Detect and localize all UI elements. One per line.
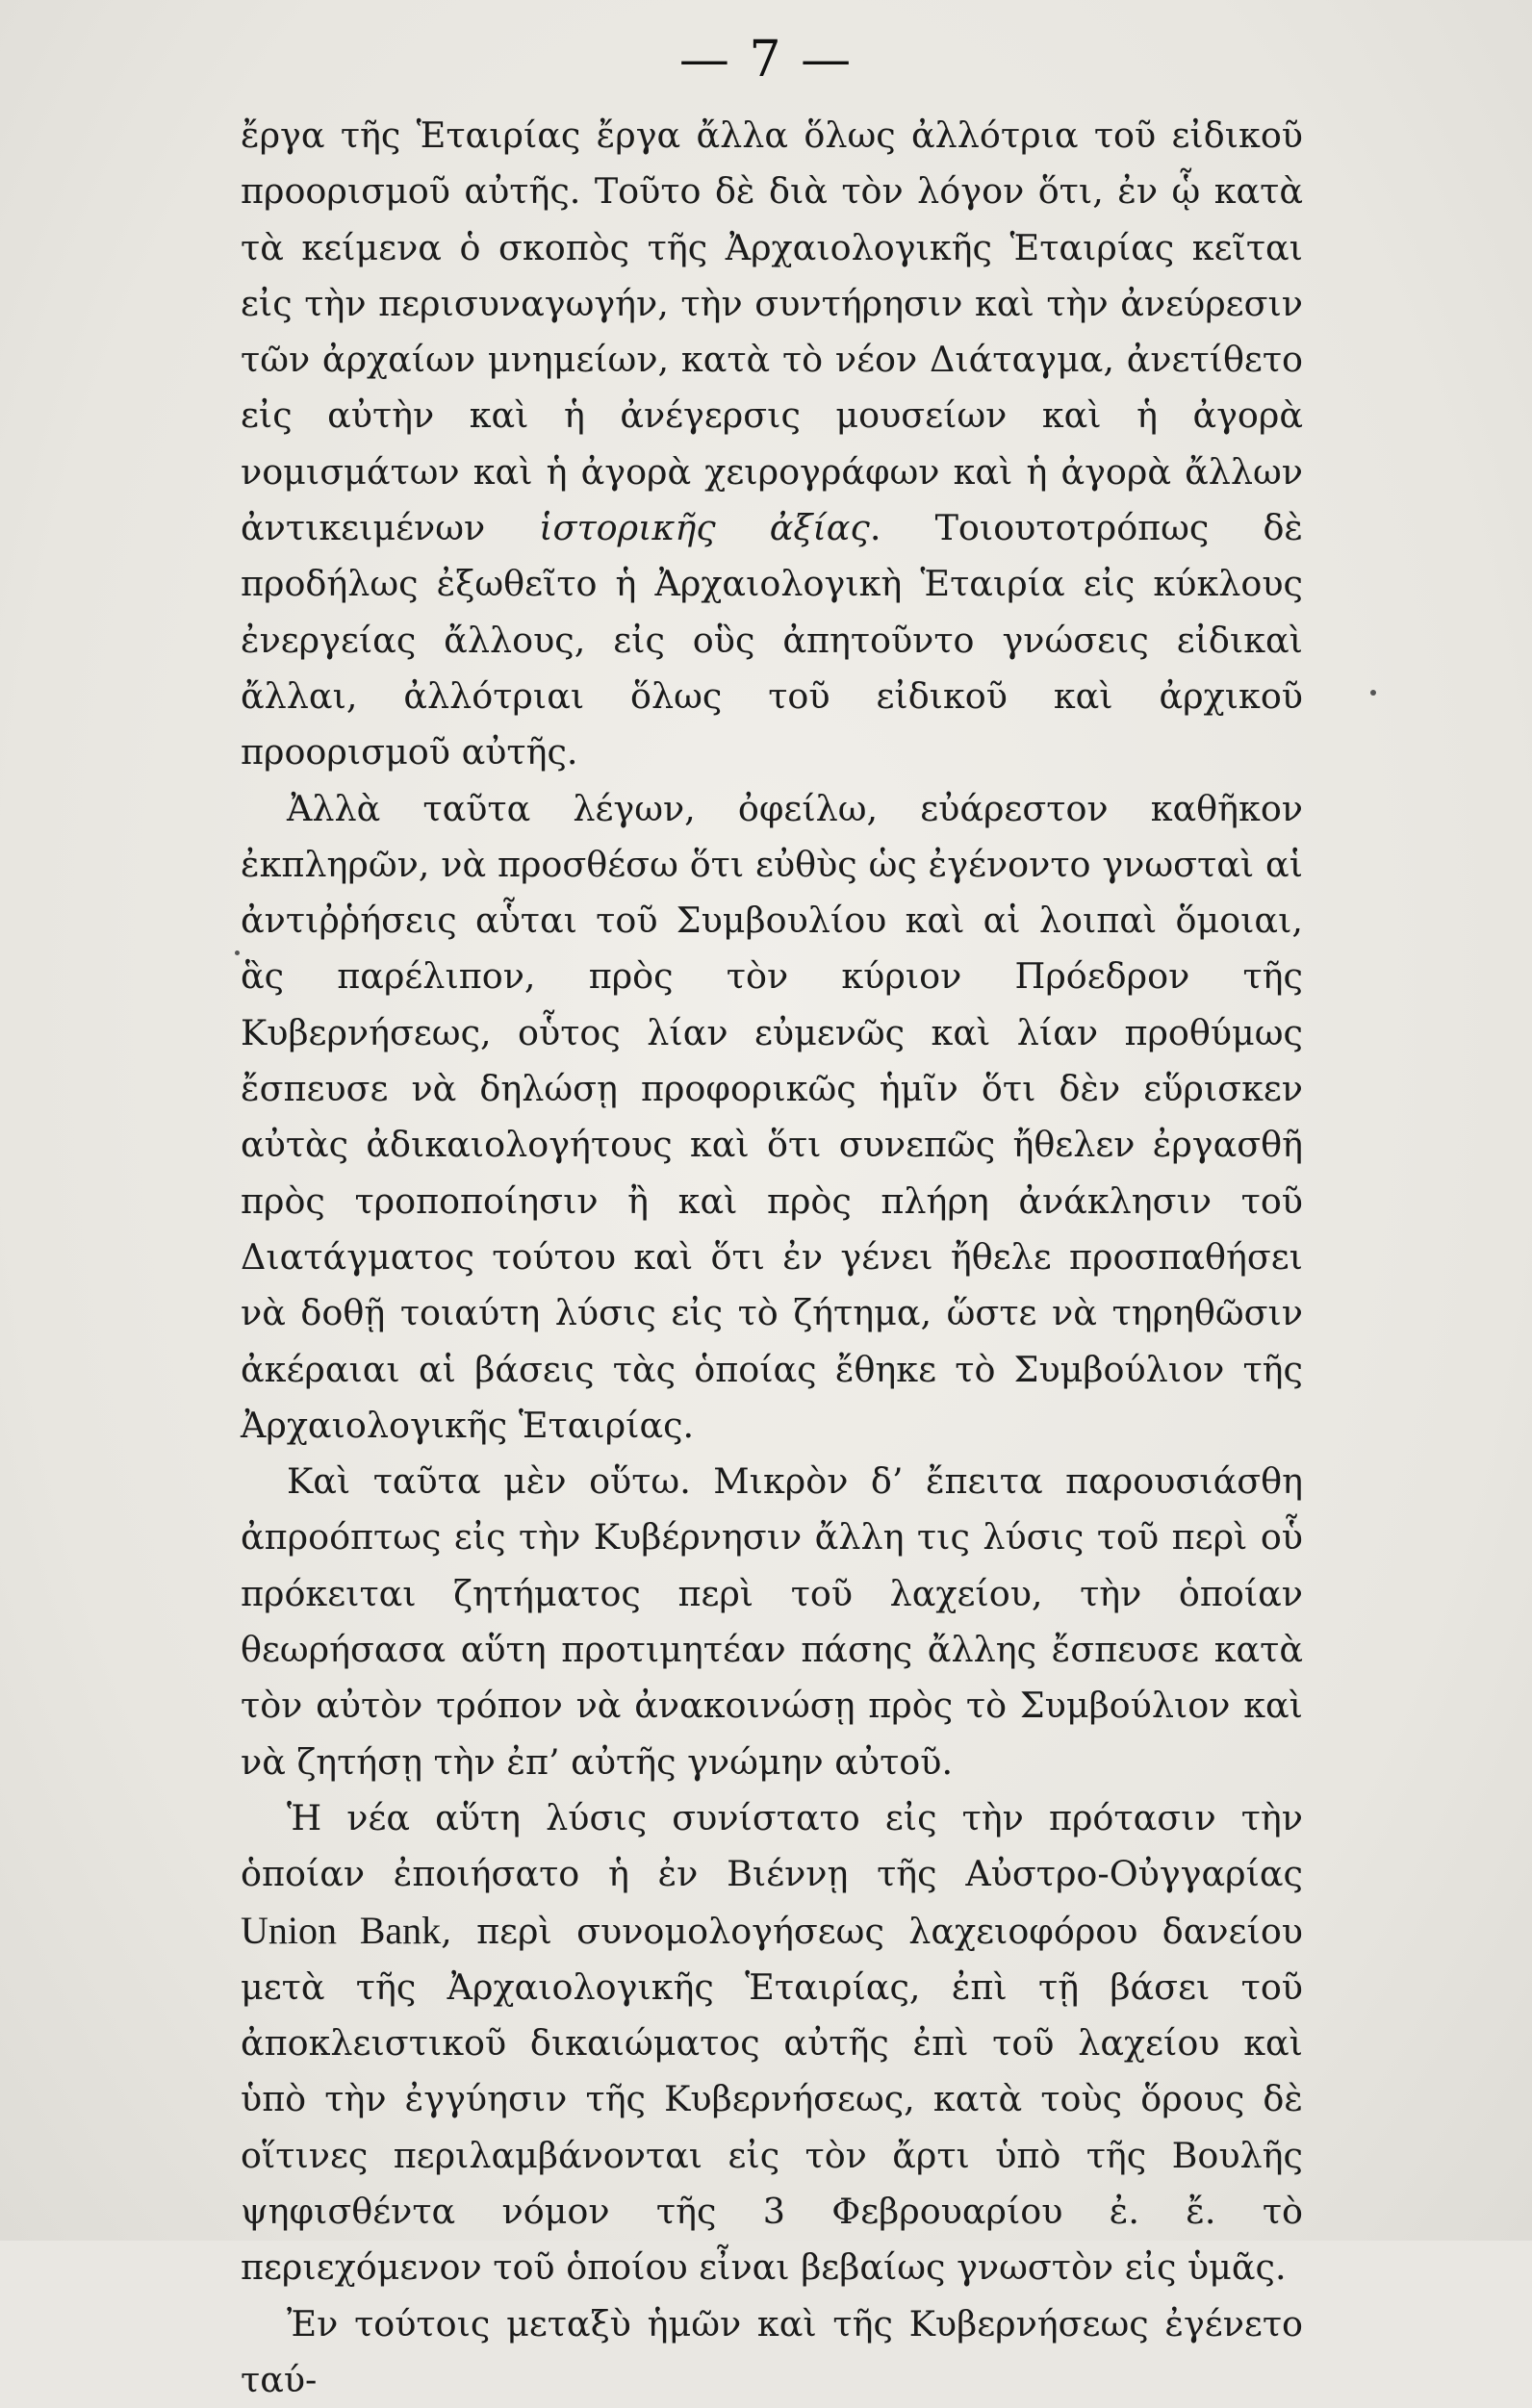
paragraph [241, 1454, 1303, 1790]
text-run: ἔργα τῆς Ἑταιρίας ἔργα ἄλλα ὅλως ἀλλότρια τοῦ εἰδικοῦ προορισμοῦ αὐτῆς. Τοῦτο δὲ διὰ τὸν λόγον ὅτι, ἐν ᾧ κατὰ τὰ κείμενα ὁ σκοπὸς τῆς Ἀρχαιολογικῆς Ἑταιρίας κεῖται εἰς τὴν περισυναγωγήν, τὴν συντήρησιν καὶ τὴν ἀνεύρεσιν τῶν ἀρχαίων μνημείων, κατὰ τὸ νέον Διάταγμα, ἀνετίθετο εἰς αὐτὴν καὶ ἡ ἀνέγερσις μουσείων καὶ ἡ ἀγορὰ νομισμάτων καὶ ἡ ἀγορὰ χειρογράφων καὶ ἡ ἀγορὰ ἄλλων ἀντικειμένων [241, 114, 1303, 549]
paragraph [241, 108, 1303, 781]
paragraph [241, 1790, 1303, 2296]
text-run: Καὶ ταῦτα μὲν οὕτω. Μικρὸν δ’ ἔπειτα παρουσιάσθη ἀπροόπτως εἰς τὴν Κυβέρνησιν ἄλλη τις λύσις τοῦ περὶ οὗ πρόκειται ζητήματος περὶ τοῦ λαχείου, τὴν ὁποίαν θεωρήσασα αὕτη προτιμητέαν πάσης ἄλλης ἔσπευσε κατὰ τὸν αὐτὸν τρόπον νὰ ἀνακοινώσῃ πρὸς τὸ Συμβούλιον καὶ νὰ ζητήσῃ τὴν ἐπ’ αὐτῆς γνώμην αὐτοῦ. [241, 1460, 1303, 1783]
page-number: — 7 — [678, 31, 854, 89]
text-run: , περὶ συνομολογήσεως λαχειοφόρου δανείου μετὰ τῆς Ἀρχαιολογικῆς Ἑταιρίας, ἐπὶ τῇ βάσει τοῦ ἀποκλειστικοῦ δικαιώματος αὐτῆς ἐπὶ τοῦ λαχείου καὶ ὑπὸ τὴν ἐγγύησιν τῆς Κυβερνήσεως, κατὰ τοὺς ὅρους δὲ οἵτινες περιλαμβάνονται εἰς τὸν ἄρτι ὑπὸ τῆς Βουλῆς ψηφισθέντα νόμον τῆς 3 Φεβρουαρίου ἐ. ἔ. τὸ περιεχόμενον τοῦ ὁποίου εἶναι βεβαίως γνωστὸν εἰς ὑμᾶς. [241, 1910, 1303, 2289]
italic-phrase: ἱστορικῆς ἀξίας [539, 507, 870, 549]
scan-speck [1370, 690, 1376, 696]
paragraph [241, 781, 1303, 1455]
text-run: . Τοιουτοτρόπως δὲ προδήλως ἐξωθεῖτο ἡ Ἀρχαιολογικὴ Ἑταιρία εἰς κύκλους ἐνεργείας ἄλλους, εἰς οὓς ἀπητοῦντο γνώσεις εἰδικαὶ ἄλλαι, ἀλλότριαι ὅλως τοῦ εἰδικοῦ καὶ ἀρχικοῦ προορισμοῦ αὐτῆς. [241, 507, 1304, 773]
latin-phrase: Union Bank [241, 1908, 442, 1952]
text-run: Ἀλλὰ ταῦτα λέγων, ὀφείλω, εὐάρεστον καθῆκον ἐκπληρῶν, νὰ προσθέσω ὅτι εὐθὺς ὡς ἐγένοντο γνωσταὶ αἱ ἀντιῤῥήσεις αὗται τοῦ Συμβουλίου καὶ αἱ λοιπαὶ ὅμοιαι, ἃς παρέλιπον, πρὸς τὸν κύριον Πρόεδρον τῆς Κυβερνήσεως, οὗτος λίαν εὐμενῶς καὶ λίαν προθύμως ἔσπευσε νὰ δηλώσῃ προφορικῶς ἡμῖν ὅτι δὲν εὕρισκεν αὐτὰς ἀδικαιολογήτους καὶ ὅτι συνεπῶς ἤθελεν ἐργασθῆ πρὸς τροποποίησιν ἢ καὶ πρὸς πλήρη ἀνάκλησιν τοῦ Διατάγματος τούτου καὶ ὅτι ἐν γένει ἤθελε προσπαθήσει νὰ δοθῇ τοιαύτη λύσις εἰς τὸ ζήτημα, ὥστε νὰ τηρηθῶσιν ἀκέραιαι αἱ βάσεις τὰς ὁποίας ἔθηκε τὸ Συμβούλιον τῆς Ἀρχαιολογικῆς Ἑταιρίας. [241, 787, 1303, 1446]
paragraph [241, 2296, 1303, 2408]
text-run: Ἡ νέα αὕτη λύσις συνίστατο εἰς τὴν πρότασιν τὴν ὁποίαν ἐποιήσατο ἡ ἐν Βιέννῃ τῆς Αὐστρο-Οὐγγαρίας [241, 1796, 1303, 1895]
text-run: Ἐν τούτοις μεταξὺ ἡμῶν καὶ τῆς Κυβερνήσεως ἐγένετο ταύ- [241, 2302, 1303, 2400]
body-text [241, 108, 1303, 2408]
scan-speck [235, 951, 240, 955]
